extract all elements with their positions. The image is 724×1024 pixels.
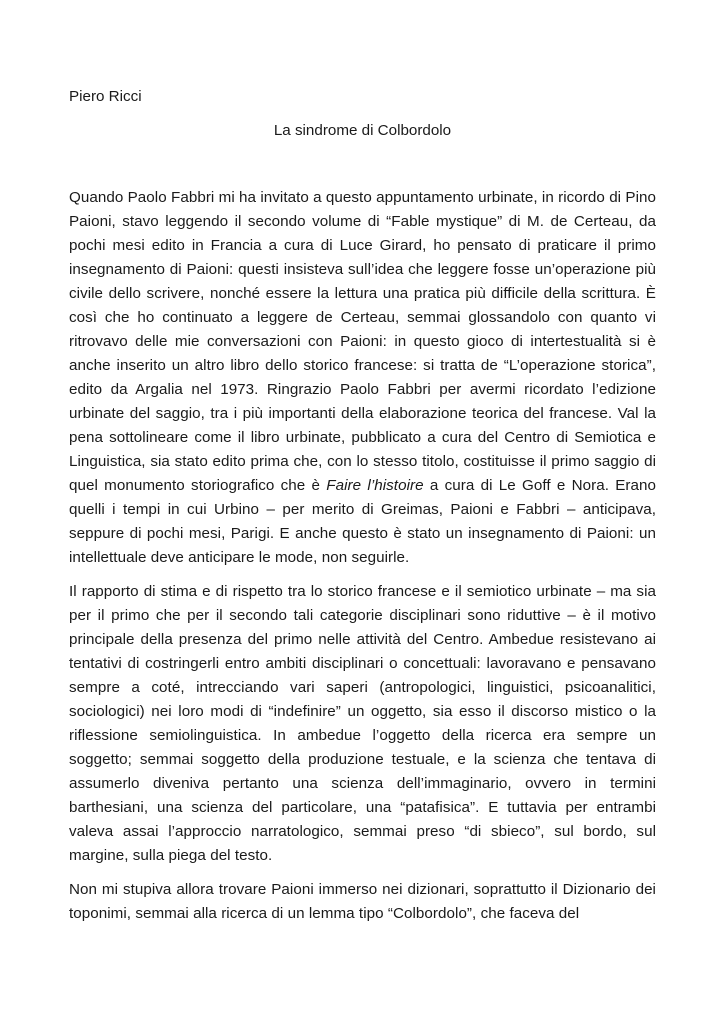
book-title-italic: Faire l’histoire <box>326 477 424 494</box>
body-text <box>69 186 656 926</box>
paragraph-1-part-2: a cura di Le Goff e Nora. Erano quelli i tempi in cui Urbino – per merito di Greimas, Paioni e Fabbri – anticipava, seppure di pochi mesi, Parigi. E anche questo è stato un insegnamento di Paioni: un intellettuale deve anticipare le mode, non seguirle. <box>69 477 656 566</box>
paragraph-3: Non mi stupiva allora trovare Paioni immerso nei dizionari, soprattutto il Dizionario dei toponimi, semmai alla ricerca di un lemma tipo “Colbordolo”, che faceva del <box>69 881 656 922</box>
paragraph-1 <box>69 186 656 570</box>
paragraph-2: Il rapporto di stima e di rispetto tra lo storico francese e il semiotico urbinate – ma sia per il primo che per il secondo tali categorie disciplinari sono riduttive – è il motivo principale della presenza del primo nelle attività del Centro. Ambedue resistevano ai tentativi di costringerli entro ambiti disciplinari o concettuali: lavoravano e pensavano sempre a coté, intrecciando vari saperi (antropologici, linguistici, psicoanalitici, sociologici) nei loro modi di “indefinire” un oggetto, sia esso il discorso mistico o la riflessione semiolinguistica. In ambedue l’oggetto della ricerca era sempre un soggetto; semmai soggetto della produzione testuale, e la scienza che tentava di assumerlo diveniva pertanto una scienza dell’immaginario, ovvero in termini barthesiani, una scienza del particolare, una “patafisica”. E tuttavia per entrambi valeva assai l’approccio narratologico, semmai preso “di sbieco”, sul bordo, sul margine, sulla piega del testo. <box>69 583 656 864</box>
paragraph-1-part-1: Quando Paolo Fabbri mi ha invitato a questo appuntamento urbinate, in ricordo di Pino Paioni, stavo leggendo il secondo volume di “Fable mystique” di M. de Certeau, da pochi mesi edito in Francia a cura di Luce Girard, ho pensato di praticare il primo insegnamento di Paioni: questi insisteva sull’idea che leggere fosse un’operazione più civile dello scrivere, nonché essere la lettura una pratica più difficile della scrittura. È così che ho continuato a leggere de Certeau, semmai glossandolo con quanto vi ritrovavo delle mie conversazioni con Paioni: in questo gioco di intertestualità si è anche inserito un altro libro dello storico francese: si tratta de “L’operazione storica”, edito da Argalia nel 1973. Ringrazio Paolo Fabbri per avermi ricordato l’edizione urbinate del saggio, tra i più importanti della elaborazione teorica del francese. Val la pena sottolineare come il libro urbinate, pubblicato a cura del Centro di Semiotica e Linguistica, sia stato edito prima che, con lo stesso titolo, costituisse il primo saggio di quel monumento storiografico che è <box>69 189 656 494</box>
document-title: La sindrome di Colbordolo <box>273 122 452 139</box>
author-name: Piero Ricci <box>69 88 142 105</box>
